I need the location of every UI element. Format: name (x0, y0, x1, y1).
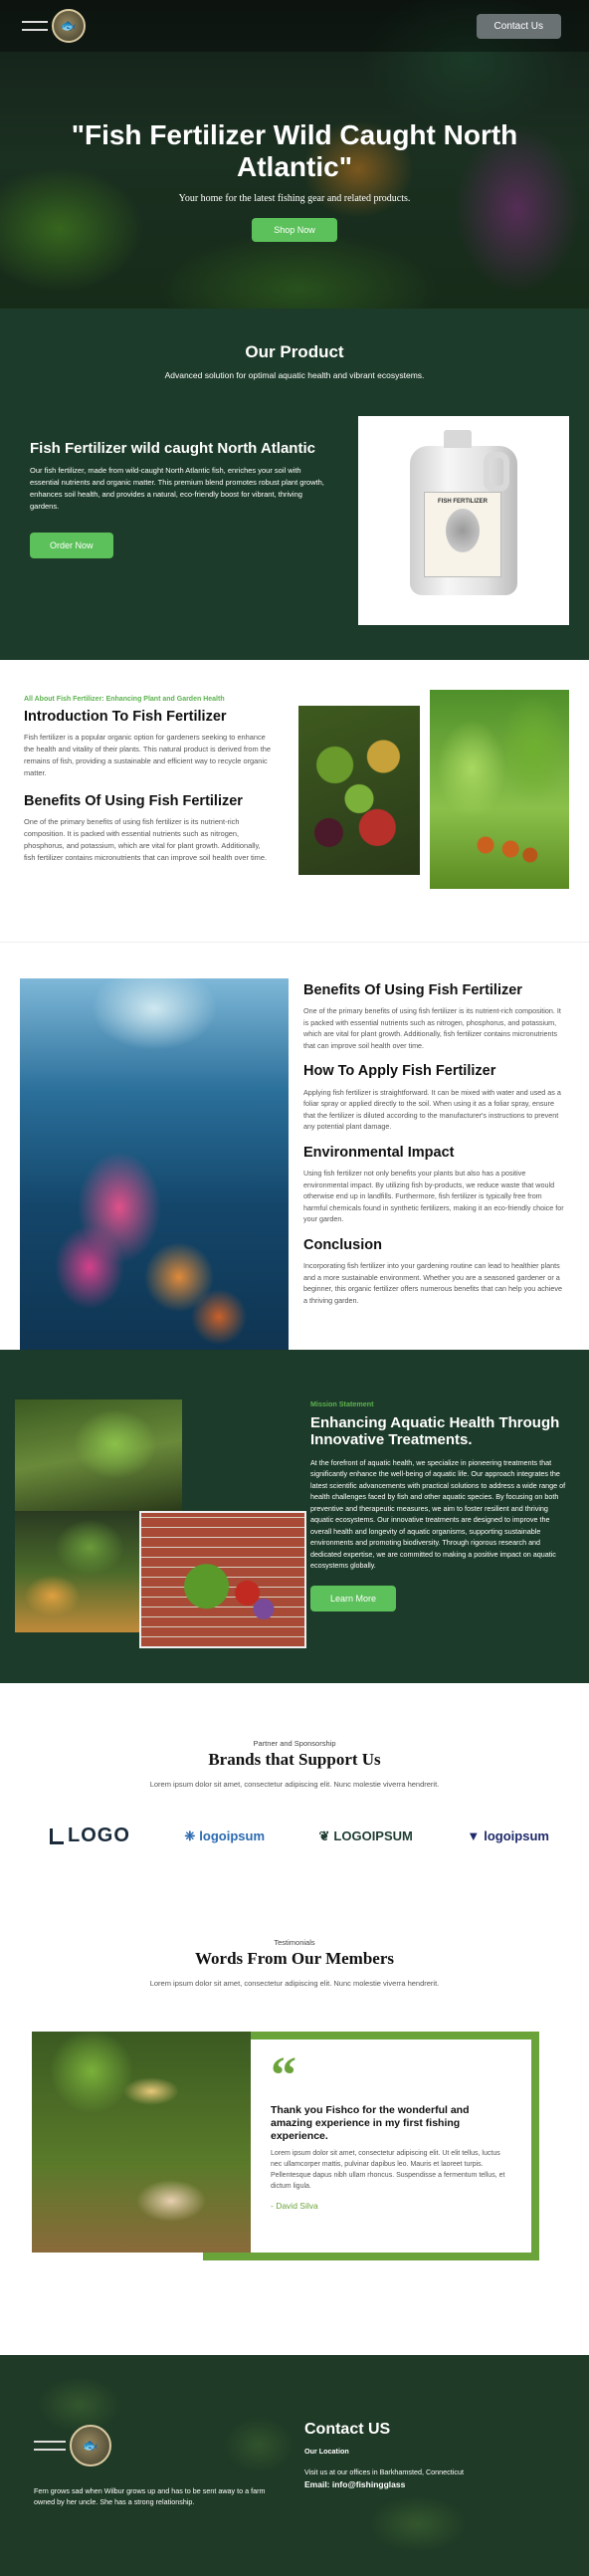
fertilizer-jug (410, 446, 517, 595)
pond-image (15, 1511, 139, 1632)
coral-reef-image (20, 978, 289, 1359)
shield-mark-icon: ▼ (467, 1828, 481, 1843)
testimonials-section (0, 1902, 589, 2355)
brand-logo-text: logoipsum (484, 1828, 549, 1843)
brands-tag: Partner and Sponsorship (253, 1739, 336, 1748)
brand-logos (50, 1825, 549, 1847)
aquarium-plants-image (15, 1399, 182, 1511)
product-heading: Fish Fertilizer wild caught North Atlantic (30, 440, 315, 457)
hero-title: "Fish Fertilizer Wild Caught North Atlantic" (71, 119, 518, 183)
testimonial-card (32, 2032, 539, 2260)
testimonial-title: Thank you Fishco for the wonderful and amazing experience in my first fishing experience. (271, 2103, 470, 2143)
hero-content (0, 119, 589, 242)
brand-logo[interactable] (50, 1825, 130, 1847)
testimonials-tag: Testimonials (274, 1938, 315, 1947)
benefits-text: One of the primary benefits of using fish fertilizer is its nutrient-rich composition. It is packed with essential nutrients such as nitrogen, phosphorus, and potassium, which are vital for plant growth. Additionally, fish fertilizer contains micronutrients that can improve soil health over time. (303, 1006, 561, 1050)
contact-us-button[interactable]: Contact Us (477, 14, 561, 39)
benefits-heading: Benefits Of Using Fish Fertilizer (24, 792, 243, 809)
order-now-button[interactable]: Order Now (30, 533, 113, 558)
site-header (0, 0, 589, 52)
footer-about-text: Fern grows sad when Wilbur grows up and has to be sent away to a farm owned by her uncle. She has a strong relationship. (34, 2486, 266, 2506)
gear-mark-icon: ❈ (184, 1827, 196, 1843)
vegetables-image (298, 706, 420, 875)
product-info (30, 416, 328, 625)
intro-section (0, 660, 589, 942)
footer-contact (304, 2421, 563, 2489)
product-description: Our fish fertilizer, made from wild-caught North Atlantic fish, enriches your soil with essential nutrients and organic matter. This premium blend promotes robust plant growth, enhances soil health, and provides a natural, eco-friendly boost for vibrant, thriving gardens. (30, 466, 324, 511)
footer-address: Visit us at our offices in Barkhamsted, Connecticut (304, 2468, 464, 2476)
conclusion-text: Incorporating fish fertilizer into your gardening routine can lead to healthier plants and a more sustainable environment. Whether you are a seasoned gardener or a beginner, this organic fertilizer offers numerous benefits that can help you achieve a thriving garden. (303, 1261, 562, 1305)
footer-logo[interactable] (34, 2425, 111, 2467)
mission-text: At the forefront of aquatic health, we specialize in pioneering treatments that significantly enhance the well-being of aquatic life. Our approach integrates the latest scientific advancements with practical solutions to address a wide range of health challenges faced by fish and other aquatic species. By focusing on both preventive and therapeutic measures, we aim to foster resilient and thriving aquatic ecosystems. Our innovative treatments are designed to improve the overall health and longevity of aquatic organisms, supporting sustainable environments and promoting biodiversity. Through rigorous research and dedicated expertise, we are committed to making a positive impact on aquatic ecosystems globally. (310, 1457, 566, 1571)
brand-logo[interactable] (319, 1828, 413, 1844)
fish-fertilizer-details-section (0, 942, 589, 1350)
site-footer (0, 2355, 589, 2576)
testimonials-title: Words From Our Members (194, 1949, 395, 1968)
fish-logo-icon: 🐟 (70, 2425, 111, 2467)
footer-contact-title: Contact US (304, 2421, 391, 2438)
brand-logo-text: LOGOIPSUM (333, 1828, 413, 1843)
jug-label (424, 492, 501, 577)
apply-heading: How To Apply Fish Fertilizer (303, 1063, 496, 1080)
mission-section (0, 1350, 589, 1683)
product-image (358, 416, 569, 625)
learn-more-button[interactable]: Learn More (310, 1586, 396, 1611)
brands-subtitle: Lorem ipsum dolor sit amet, consectetur adipiscing elit. Nunc molestie viverra hendrerit. (149, 1780, 440, 1789)
site-logo[interactable] (22, 9, 86, 43)
aquatic-plant-image (430, 690, 569, 889)
hamburger-icon (34, 2441, 66, 2451)
hero-subtitle: Your home for the latest fishing gear and related products. (178, 193, 411, 205)
footer-location-label: Our Location (304, 2447, 349, 2456)
logo-mark-icon (50, 1828, 64, 1844)
brand-logo-text: LOGO (68, 1825, 130, 1846)
brands-title: Brands that Support Us (208, 1750, 381, 1769)
brand-logo[interactable] (467, 1828, 549, 1843)
vegetable-crate-image (139, 1511, 306, 1648)
product-section (0, 309, 589, 660)
product-section-subtitle: Advanced solution for optimal aquatic health and vibrant ecosystems. (164, 370, 425, 380)
product-section-title: Our Product (245, 342, 344, 361)
intro-text: Fish fertilizer is a popular organic option for gardeners seeking to enhance the health and vitality of their plants. This natural product is derived from the remains of fish, providing a sustainable and efficient way to recycle organic matter. (24, 733, 271, 777)
mission-title: Enhancing Aquatic Health Through Innovative Treatments. (310, 1414, 560, 1449)
brands-section (0, 1683, 589, 1902)
testimonial-content (211, 2039, 531, 2253)
testimonial-author: - David Silva (271, 2200, 318, 2211)
mission-tag: Mission Statement (310, 1399, 374, 1408)
aquarium-fish-image (32, 2032, 251, 2253)
fish-illustration (446, 509, 480, 552)
jug-handle (484, 452, 509, 492)
intro-heading: Introduction To Fish Fertilizer (24, 709, 227, 725)
brand-logo[interactable] (184, 1828, 265, 1844)
hero-section (0, 0, 589, 309)
benefits-heading: Benefits Of Using Fish Fertilizer (303, 982, 522, 998)
conclusion-heading: Conclusion (303, 1236, 382, 1253)
intro-tag: All About Fish Fertilizer: Enhancing Plant and Garden Health (24, 696, 225, 703)
testimonials-subtitle: Lorem ipsum dolor sit amet, consectetur adipiscing elit. Nunc molestie viverra hendrerit. (149, 1979, 440, 1988)
testimonial-body: Lorem ipsum dolor sit amet, consectetur adipiscing elit. Ut elit tellus, luctus nec ullamcorper mattis, pulvinar dapibus leo. Mauris et laoreet turpis. Pellentesque dapus nibh ullam rhoncus. Suspendisse a fermentum tellus, et dictum ligula. (271, 2150, 505, 2190)
hamburger-icon[interactable] (22, 21, 48, 31)
leaf-mark-icon: ❦ (318, 1827, 330, 1843)
environment-text: Using fish fertilizer not only benefits your plants but also has a positive environmental impact. By utilizing fish by-products, we reduce waste that would otherwise end up in landfills. Furthermore, fish fertilizer is typically free from harmful chemicals found in synthetic fertilizers, making it an eco-friendly choice for your garden. (303, 1169, 564, 1224)
shop-now-button[interactable]: Shop Now (252, 218, 337, 242)
footer-email[interactable]: Email: info@fishingglass (304, 2479, 406, 2489)
quote-icon: “ (271, 2047, 296, 2104)
environment-heading: Environmental Impact (303, 1144, 455, 1161)
benefits-text: One of the primary benefits of using fish fertilizer is its nutrient-rich composition. It is packed with essential nutrients such as nitrogen, phosphorus, and potassium, which are vital for plant growth. Additionally, fish fertilizer contains micronutrients that can improve soil health over time. (24, 817, 267, 862)
fish-logo-icon: 🐟 (52, 9, 86, 43)
apply-text: Applying fish fertilizer is straightforward. It can be mixed with water and used as a foliar spray or applied directly to the soil. When using it as a foliar spray, ensure that the fertilizer is diluted according to the manufacturer's instructions to prevent any potential plant damage. (303, 1087, 561, 1132)
jug-label-text: FISH FERTILIZER (438, 499, 488, 505)
brand-logo-text: logoipsum (199, 1828, 266, 1843)
